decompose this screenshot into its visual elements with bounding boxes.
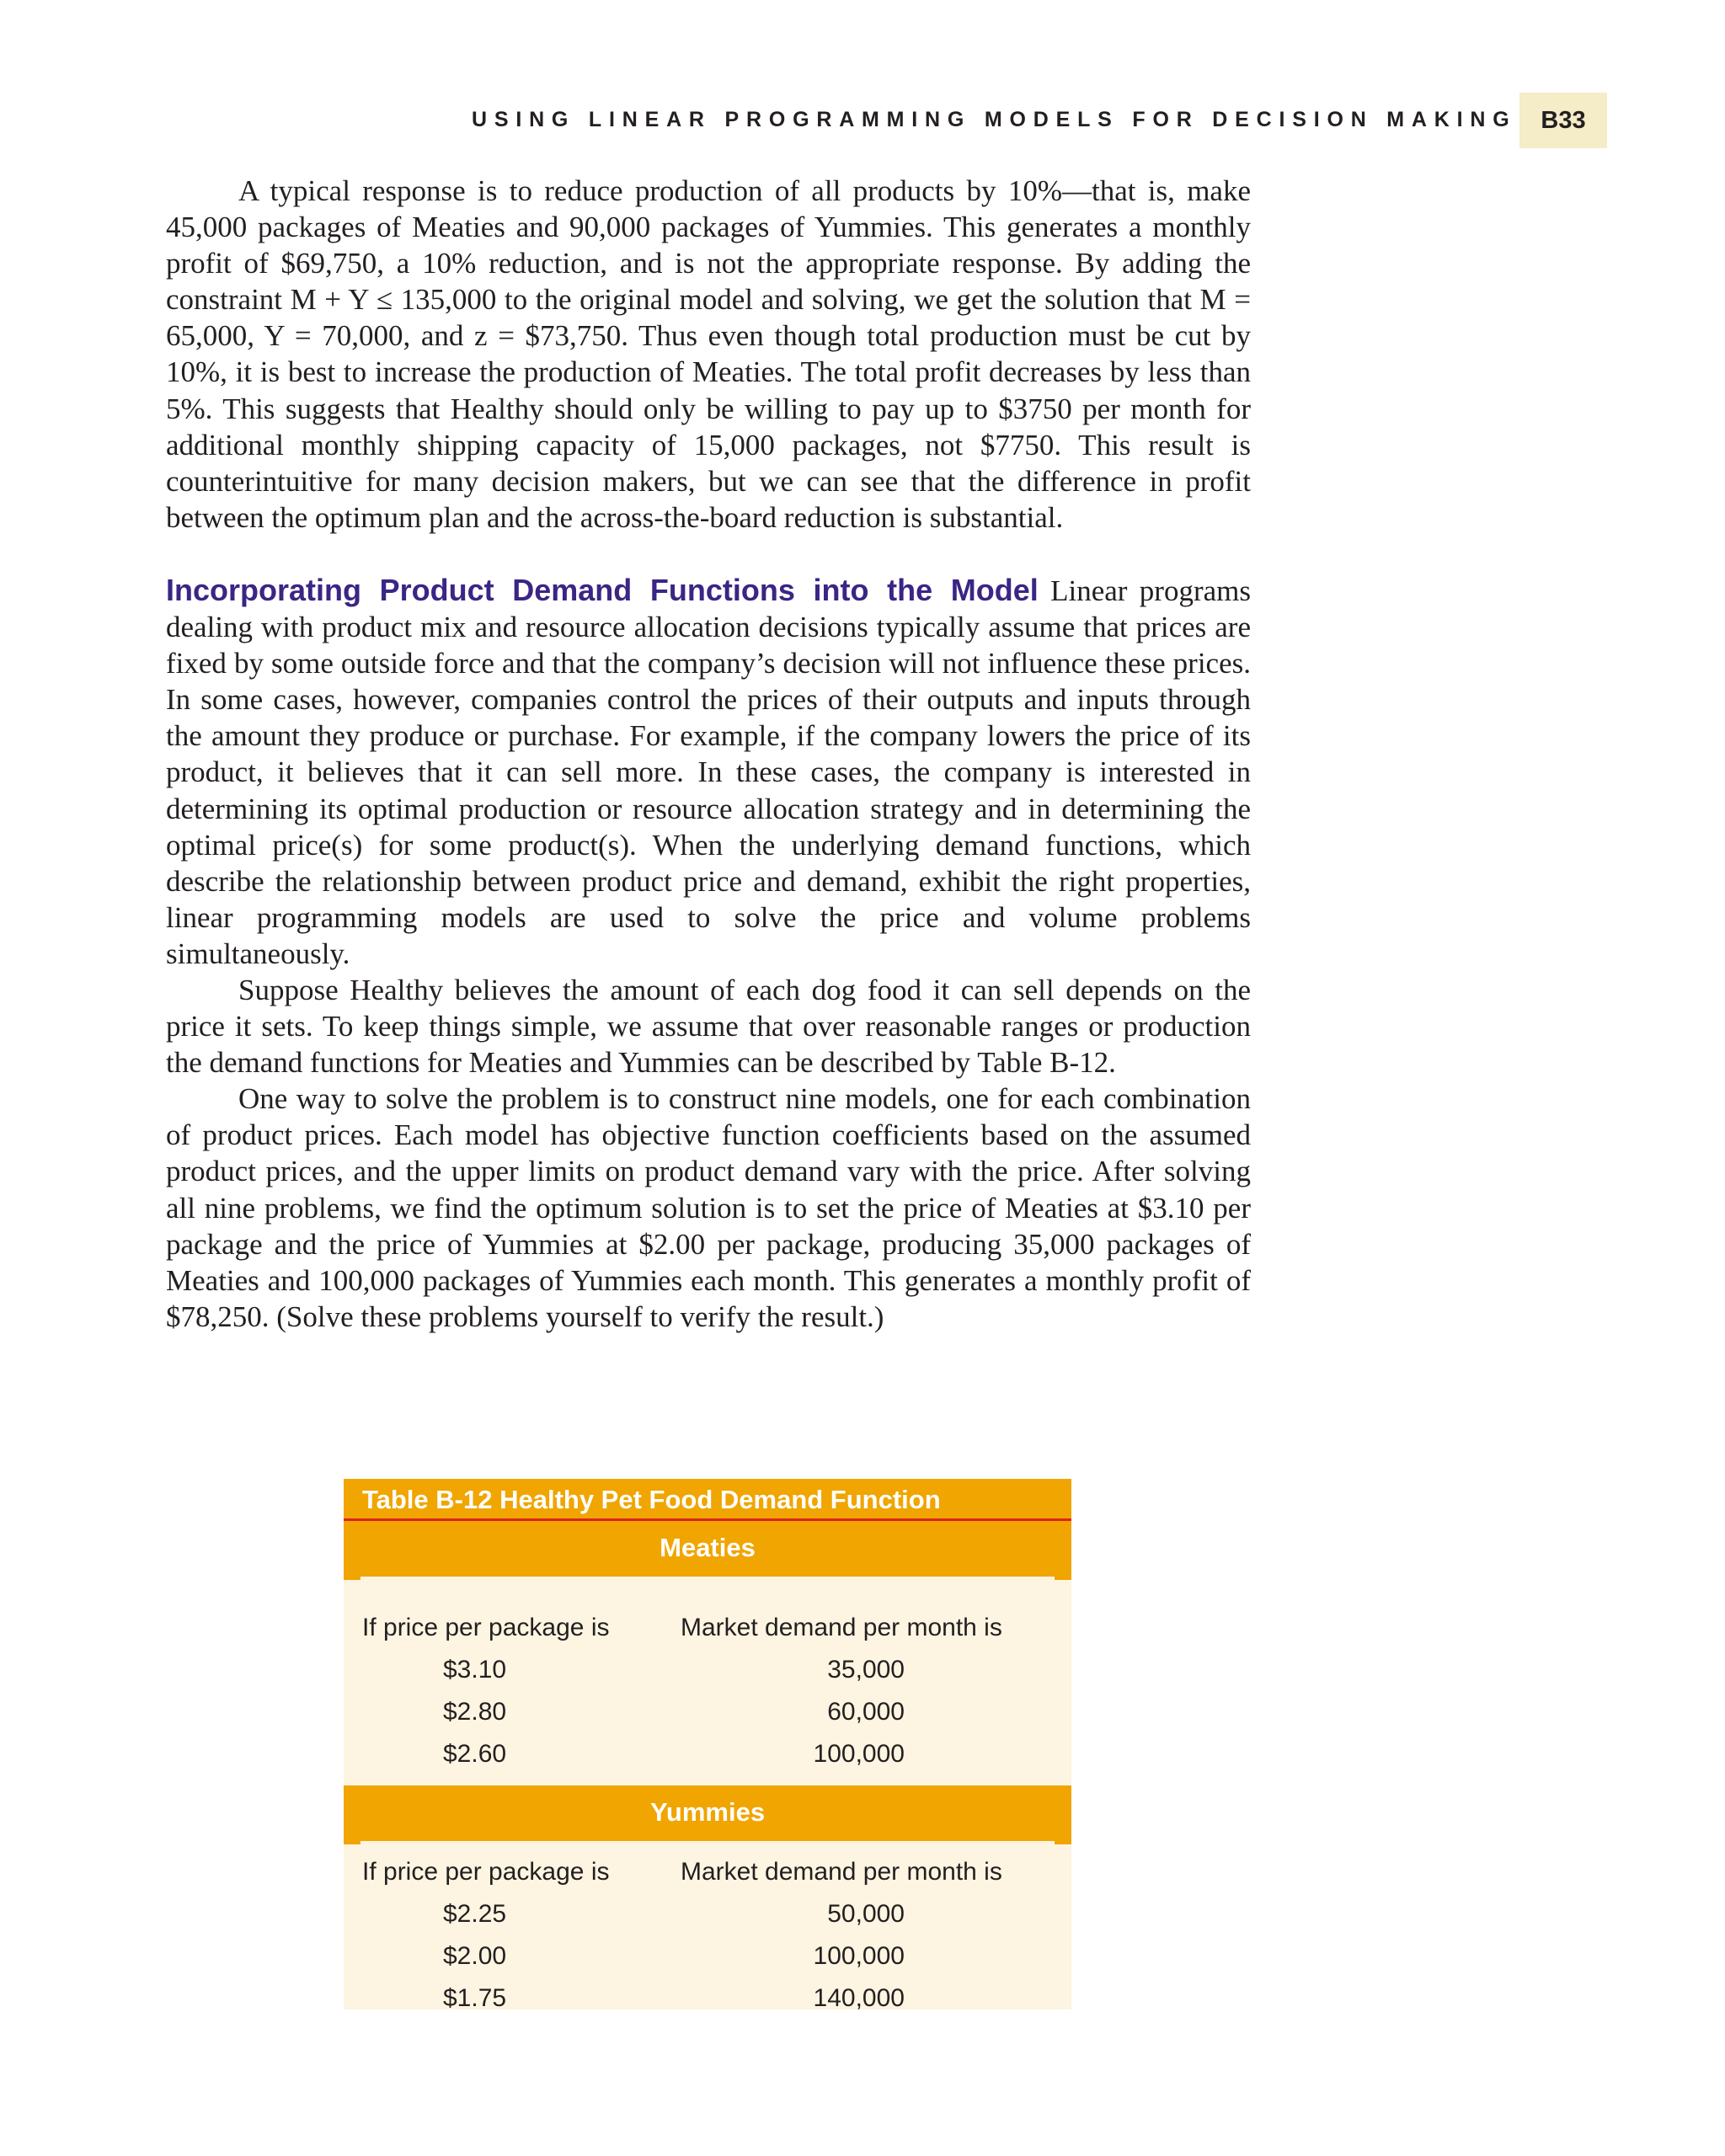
- demand-cell: 100,000: [813, 1942, 905, 1970]
- demand-table: [344, 1479, 1071, 2012]
- price-cell: $2.00: [443, 1942, 507, 1970]
- group-name: Meaties: [660, 1533, 756, 1562]
- paragraph-4: One way to solve the problem is to construct nine models, one for each combination of product prices. Each model has objective function coefficients based on the assumed product prices, and the upper limits on product demand vary with the price. After solving all nine problems, we find the optimum solution is to set the price of Meaties at $3.10 per package and the price of Yummies at $2.00 per package, producing 35,000 packages of Meaties and 100,000 packages of Yummies each month. This generates a monthly profit of $78,250. (Solve these problems yourself to verify the result.): [166, 1082, 1251, 1333]
- group-rule: [360, 1577, 1055, 1580]
- column-header-demand: Market demand per month is: [681, 1858, 1002, 1886]
- section-heading: Incorporating Product Demand Functions into the Model: [166, 572, 1039, 607]
- column-header-demand: Market demand per month is: [681, 1614, 1002, 1641]
- paragraph-2: [166, 572, 1251, 972]
- price-cell: $2.60: [443, 1740, 507, 1768]
- demand-cell: 140,000: [813, 1984, 905, 2012]
- demand-cell: 60,000: [827, 1698, 905, 1726]
- price-cell: $2.80: [443, 1698, 507, 1726]
- group-rule: [360, 1841, 1055, 1844]
- price-cell: $3.10: [443, 1656, 507, 1684]
- demand-cell: 100,000: [813, 1740, 905, 1768]
- demand-cell: 35,000: [827, 1656, 905, 1684]
- running-title: USING LINEAR PROGRAMMING MODELS FOR DECISION MAKING: [472, 108, 1517, 131]
- demand-cell: 50,000: [827, 1900, 905, 1928]
- group-header-yummies: [344, 1785, 1071, 1844]
- group-name: Yummies: [649, 1797, 766, 1827]
- table-title: Table B-12 Healthy Pet Food Demand Function: [362, 1485, 941, 1514]
- paragraph-1: A typical response is to reduce production of all products by 10%—that is, make 45,000 packages of Meaties and 90,000 packages of Yummies. This generates a monthly profit of $69,750, a 10% reduction, and is not the appropriate response. By adding the constraint M + Y ≤ 135,000 to the original model and solving, we get the solution that M = 65,000, Y = 70,000, and z = $73,750. Thus even though total production must be cut by 10%, it is best to increase the production of Meaties. The total profit decreases by less than 5%. This suggests that Healthy should only be willing to pay up to $3750 per month for additional monthly shipping capacity of 15,000 packages, not $7750. This result is counterintuitive for many decision makers, but we can see that the difference in profit between the optimum plan and the across-the-board reduction is substantial.: [166, 174, 1251, 534]
- paragraph-2-text: Linear programs dealing with product mix and resource allocation decisions typically assume that prices are fixed by some outside force and that the company’s decision will not influence these prices. In some cases, however, companies control the prices of their outputs and inputs through the amount they produce or purchase. For example, if the company lowers the price of its product, it believes that it can sell more. In these cases, the company is interested in determining its optimal production or resource allocation strategy and in determining the optimal price(s) for some product(s). When the underlying demand functions, which describe the relationship between product price and demand, exhibit the right properties, linear programming models are used to solve the price and volume problems simultaneously.: [166, 574, 1251, 970]
- column-header-price: If price per package is: [362, 1614, 610, 1641]
- price-cell: $1.75: [443, 1984, 507, 2012]
- table-title-bar: [344, 1479, 1071, 1521]
- page-number-tab: [1519, 93, 1607, 148]
- group-header-meaties: [344, 1521, 1071, 1580]
- body-text: [166, 173, 1251, 1335]
- paragraph-3: Suppose Healthy believes the amount of each dog food it can sell depends on the price it sets. To keep things simple, we assume that over reasonable ranges or production the demand functions for Meaties and Yummies can be described by Table B-12.: [166, 973, 1251, 1080]
- page-number: B33: [1541, 107, 1586, 134]
- column-header-price: If price per package is: [362, 1858, 610, 1886]
- price-cell: $2.25: [443, 1900, 507, 1928]
